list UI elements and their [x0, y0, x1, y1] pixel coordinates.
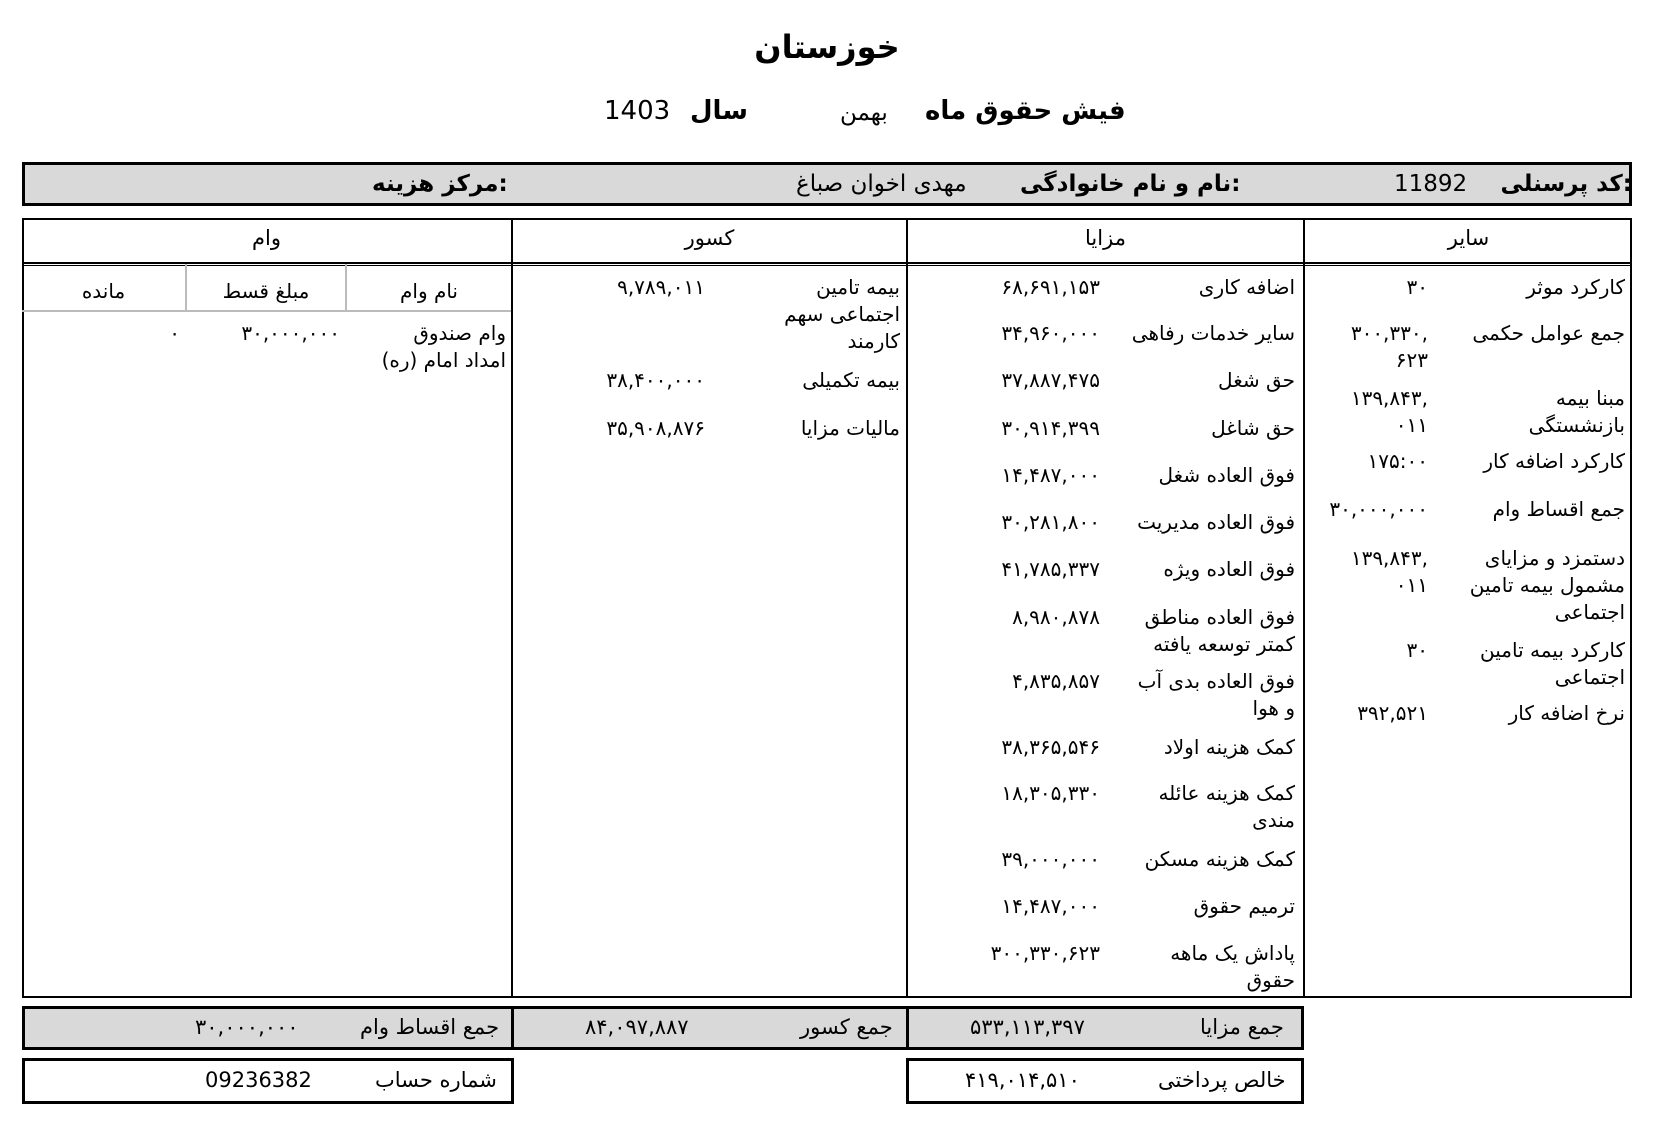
benefits-total-label: جمع مزایا: [1200, 1015, 1284, 1039]
other-item-value: ۱۳۹,۸۴۳, ۰۱۱: [1350, 386, 1428, 437]
other-item-label: دستمزد و مزایای مشمول بیمه تامین اجتماعی: [1469, 546, 1625, 624]
benefit-item-value: ۶۸,۶۹۱,۱۵۳: [1001, 275, 1100, 299]
column-divider: [1303, 218, 1305, 998]
benefit-item-label: حق شغل: [1218, 368, 1295, 392]
benefit-item-label: فوق العاده شغل: [1158, 463, 1295, 487]
personnel-code: 11892: [1394, 171, 1468, 197]
benefit-item-value: ۸,۹۸۰,۸۷۸: [1012, 605, 1100, 629]
benefit-item-label: کمک هزینه اولاد: [1163, 735, 1295, 759]
benefit-item-value: ۴۱,۷۸۵,۳۳۷: [1001, 557, 1100, 581]
column-header-other: سایر: [1447, 226, 1490, 250]
deduction-item-label: بیمه تامین اجتماعی سهم کارمند: [784, 275, 900, 353]
other-item-value: ۳۰,۰۰۰,۰۰۰: [1329, 497, 1428, 521]
deduction-item-value: ۹,۷۸۹,۰۱۱: [617, 275, 705, 299]
other-item-label: کارکرد بیمه تامین اجتماعی: [1480, 638, 1625, 689]
other-item-value: ۱۷۵:۰۰: [1367, 449, 1428, 473]
deduction-item-value: ۳۵,۹۰۸,۸۷۶: [606, 416, 705, 440]
loan-name: وام صندوق امداد امام (ره): [381, 321, 506, 372]
deduction-item-label: بیمه تکمیلی: [802, 368, 900, 392]
net-pay-label: خالص پرداختی: [1158, 1068, 1286, 1092]
year-value: 1403: [604, 96, 671, 126]
benefit-item-label: فوق العاده بدی آب و هوا: [1137, 669, 1295, 720]
loans-total-value: ۳۰,۰۰۰,۰۰۰: [195, 1015, 299, 1039]
other-item-label: نرخ اضافه کار: [1508, 701, 1625, 725]
account-label: شماره حساب: [375, 1068, 497, 1092]
benefit-item-value: ۳۰,۲۸۱,۸۰۰: [1001, 510, 1100, 534]
benefit-item-value: ۳۰,۹۱۴,۳۹۹: [1001, 416, 1100, 440]
benefit-item-label: فوق العاده مناطق کمتر توسعه یافته: [1144, 605, 1295, 656]
column-header-deductions: کسور: [684, 226, 735, 250]
org-title: خوزستان: [754, 28, 900, 66]
benefit-item-value: ۱۴,۴۸۷,۰۰۰: [1001, 463, 1100, 487]
benefit-item-label: ترمیم حقوق: [1193, 894, 1295, 918]
month-value: بهمن: [840, 100, 888, 126]
benefits-total-value: ۵۳۳,۱۱۳,۳۹۷: [970, 1015, 1085, 1039]
deduction-item-value: ۳۸,۴۰۰,۰۰۰: [606, 368, 705, 392]
personnel-code-label: کد پرسنلی:: [1500, 171, 1632, 197]
other-item-value: ۳۰: [1406, 275, 1428, 299]
loan-header-installment: مبلغ قسط: [222, 279, 310, 303]
deduction-item-label: مالیات مزایا: [800, 416, 900, 440]
other-item-value: ۱۳۹,۸۴۳, ۰۱۱: [1350, 546, 1428, 597]
other-item-label: جمع عوامل حکمی: [1472, 321, 1625, 345]
slip-title: فیش حقوق ماه: [925, 96, 1126, 126]
benefit-item-label: کمک هزینه مسکن: [1144, 847, 1295, 871]
benefit-item-label: حق شاغل: [1211, 416, 1295, 440]
benefit-item-label: فوق العاده مدیریت: [1137, 510, 1295, 534]
loan-remaining: ۰: [169, 321, 180, 345]
benefit-item-value: ۳۰۰,۳۳۰,۶۲۳: [990, 941, 1100, 965]
year-label: سال: [690, 96, 748, 126]
cost-center-label: مرکز هزینه:: [372, 171, 508, 197]
other-item-label: جمع اقساط وام: [1492, 497, 1625, 521]
benefit-item-label: اضافه کاری: [1198, 275, 1295, 299]
column-divider: [906, 218, 908, 998]
name-label: نام و نام خانوادگی:: [1020, 171, 1241, 197]
other-item-value: ۳۰: [1406, 638, 1428, 662]
other-item-label: کارکرد موثر: [1526, 275, 1625, 299]
benefit-item-value: ۳۷,۸۸۷,۴۷۵: [1001, 368, 1100, 392]
benefit-item-label: کمک هزینه عائله مندی: [1158, 781, 1295, 832]
other-item-value: ۳۰۰,۳۳۰, ۶۲۳: [1350, 321, 1428, 372]
column-divider: [511, 218, 513, 998]
loan-header-remaining: مانده: [81, 279, 126, 303]
loan-header-divider: [22, 310, 511, 312]
benefit-item-value: ۳۹,۰۰۰,۰۰۰: [1001, 847, 1100, 871]
other-item-label: کارکرد اضافه کار: [1483, 449, 1625, 473]
benefit-item-value: ۱۴,۴۸۷,۰۰۰: [1001, 894, 1100, 918]
benefit-item-label: فوق العاده ویژه: [1163, 557, 1295, 581]
loan-installment: ۳۰,۰۰۰,۰۰۰: [241, 321, 340, 345]
column-header-benefits: مزایا: [1085, 226, 1126, 250]
employee-name: مهدی اخوان صباغ: [796, 171, 967, 197]
other-item-value: ۳۹۲,۵۲۱: [1357, 701, 1428, 725]
deductions-total-value: ۸۴,۰۹۷,۸۸۷: [585, 1015, 689, 1039]
benefit-item-label: پاداش یک ماهه حقوق: [1170, 941, 1295, 992]
loan-header-name: نام وام: [400, 279, 458, 303]
other-item-label: مبنا بیمه بازنشستگی: [1528, 386, 1625, 437]
header-divider: [22, 265, 1632, 266]
column-header-loans: وام: [252, 226, 281, 250]
benefit-item-value: ۴,۸۳۵,۸۵۷: [1012, 669, 1100, 693]
deductions-total-label: جمع کسور: [800, 1015, 893, 1039]
account-number: 09236382: [205, 1068, 312, 1092]
benefit-item-value: ۳۴,۹۶۰,۰۰۰: [1001, 321, 1100, 345]
net-pay-value: ۴۱۹,۰۱۴,۵۱۰: [965, 1068, 1080, 1092]
benefit-item-value: ۳۸,۳۶۵,۵۴۶: [1001, 735, 1100, 759]
header-divider: [22, 262, 1632, 264]
loans-total-label: جمع اقساط وام: [360, 1015, 500, 1039]
benefit-item-value: ۱۸,۳۰۵,۳۳۰: [1001, 781, 1100, 805]
benefit-item-label: سایر خدمات رفاهی: [1131, 321, 1295, 345]
